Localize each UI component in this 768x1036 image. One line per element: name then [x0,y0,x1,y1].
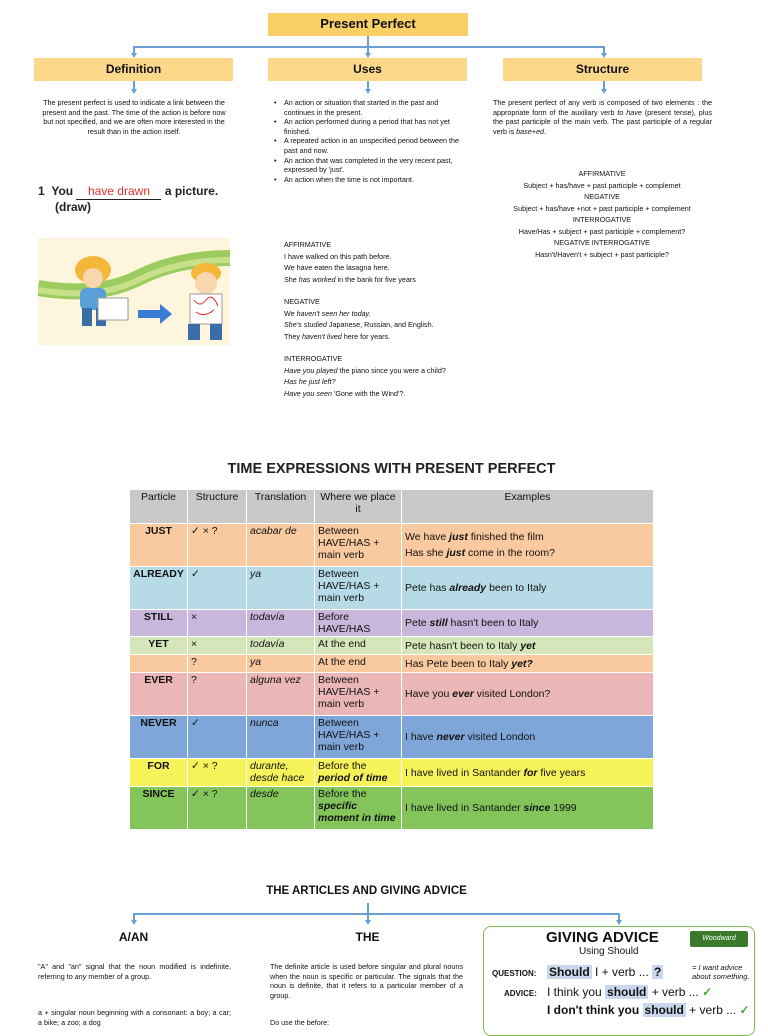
example-line [405,547,650,559]
example-line: Has he just left? [284,377,336,386]
advice-title: GIVING ADVICE [546,929,659,946]
text: ? [191,674,197,686]
text: base+ed [516,126,544,136]
example-line [284,388,474,400]
translation-cell [247,655,315,673]
woodward-logo: Woodward [690,931,748,947]
translation-cell [247,567,315,610]
text: NEVER [140,717,177,729]
example-line [284,308,474,320]
question-formula [547,965,663,979]
text: Pete [405,617,430,629]
text: We have [405,531,450,543]
text: "A" and "an" signal that the noun modified is indefinite, referring to [38,962,231,981]
text: todavía [250,638,285,650]
text: YET [148,638,169,650]
text: I have lived in Santander [405,802,524,814]
affirmative-label: AFFIRMATIVE [578,169,626,178]
column-header: Where we place it [315,490,402,524]
text: + verb ... [685,1003,737,1017]
translation-cell [247,610,315,637]
text: The present perfect of any verb is composed of two elements : the appropriate form of the auxiliary verb [493,98,712,117]
example-line: We have eaten the lasagna here. [284,263,390,272]
table-row [130,637,654,655]
exercise-verb: (draw) [55,200,91,214]
particle-cell [130,637,188,655]
example-line [284,331,474,343]
example-line [405,688,650,700]
text: finished the film [467,531,544,543]
text: Has she [405,547,447,559]
connector [367,913,369,920]
place-cell [315,673,402,716]
connector [367,903,369,913]
text: Pete hasn't been to Italy [405,639,521,652]
should-highlight: Should [549,965,590,979]
text: ya [250,568,262,580]
connector [367,36,369,46]
text: five years [537,766,586,779]
text: Between HAVE/HAS + main verb [318,525,380,561]
text: haven't seen her today. [296,308,371,318]
text: member of a group. [86,971,152,981]
text: desde [250,788,279,800]
example-cell [402,787,654,830]
example-cell [402,716,654,759]
table-row [130,673,654,716]
text: Japanese, Russian, and English. [326,320,434,329]
the-text-2: Do use the before: [270,1018,330,1027]
translation-cell [247,673,315,716]
text: the piano since you were a child? [337,365,446,375]
text: visited London? [473,688,551,700]
connector [133,913,135,920]
list-item: • An action or situation that started in the past and continues in the present. [274,98,466,117]
translation-cell [247,716,315,759]
text: × [191,638,198,650]
connector [133,913,619,915]
text: todavía [250,611,285,623]
text: I have [405,731,437,743]
example-cell [402,610,654,637]
particle-cell [130,524,188,567]
text: specific moment in time [318,800,396,824]
text: never [436,731,465,743]
place-cell [315,716,402,759]
interrogative-label: INTERROGATIVE [284,354,343,363]
text: ? [191,656,197,668]
table-row [130,524,654,567]
connector [133,81,135,89]
negative-formula: Subject + has/have +not + past participle + complement [513,203,691,213]
text: SINCE [142,788,175,800]
question-mark: ? [654,965,662,979]
affirmative-formula: Subject + has/have + past participle + complemet [523,180,681,190]
text: JUST [145,525,172,537]
arrow-icon [616,920,622,925]
text: We [284,308,297,318]
arrow-icon [131,920,137,925]
particle-cell [130,567,188,610]
structure-cell [188,637,247,655]
structure-cell [188,787,247,830]
example-line [405,531,650,543]
structure-cell [188,655,247,673]
column-header: Examples [402,490,654,524]
particle-cell [130,673,188,716]
text: just [449,531,468,543]
connector [603,81,605,89]
translation-cell [247,524,315,567]
arrow-icon [131,89,137,94]
exercise-number: 1 [38,184,45,198]
translation-cell [247,637,315,655]
uses-header: Uses [268,58,467,81]
place-cell [315,655,402,673]
example-line [405,767,650,779]
place-cell [315,787,402,830]
text: yet [520,639,536,652]
table-row [130,655,654,673]
arrow-icon [601,89,607,94]
text: alguna vez [250,674,301,686]
text: I + verb ... [591,965,653,979]
connector [603,46,605,53]
a-an-title: A/AN [118,930,149,944]
table-body [130,524,654,830]
text: FOR [147,760,170,772]
example-line [284,274,474,286]
text: ✓ × ? [191,760,218,772]
connector [133,46,604,48]
text: Before the [318,788,367,800]
example-cell [402,524,654,567]
text: (present tense), plus the past participle of the main verb. The past participle of a regular verb is [493,107,712,136]
text: ✓ [191,717,200,729]
example-line [405,658,650,670]
structure-cell [188,524,247,567]
text: durante, desde hace [250,760,305,784]
negative-label: NEGATIVE [584,192,620,201]
text: At the end [318,638,366,650]
example-line [405,582,650,594]
text: here for years. [341,331,391,341]
question-label: QUESTION: [492,969,537,978]
text: I think you [547,985,606,999]
text: She [284,274,299,284]
text: Before HAVE/HAS [318,611,371,635]
text: 1999 [550,802,577,814]
column-header: Translation [247,490,315,524]
text: Before the [318,760,367,772]
table-header-row [130,490,654,524]
text: At the end [318,656,366,668]
example-line [405,731,650,743]
a-an-text [38,962,231,981]
text: Pete has [405,582,450,594]
interrogative-formula: Have/Has + subject + past participle + complement? [518,226,686,236]
structure-text [493,98,712,136]
table-row [130,787,654,830]
text: Between HAVE/HAS + main verb [318,674,380,710]
arrow-icon [365,920,371,925]
place-cell [315,567,402,610]
table-row [130,716,654,759]
connector [367,81,369,89]
text: Between HAVE/HAS + main verb [318,717,380,753]
structure-header: Structure [503,58,702,81]
text: for [523,766,538,779]
translation-cell [247,787,315,830]
structure-cell [188,716,247,759]
page-title: Present Perfect [268,13,468,36]
example-cell [402,759,654,787]
text: has worked [298,274,336,284]
text: I have lived in Santander [405,766,524,779]
exercise [38,184,258,215]
example-line [284,365,474,377]
list-item: • An action that was completed in the very recent past, expressed by 'just'. [274,156,466,175]
text: + verb ... [648,985,699,999]
translation-cell [247,759,315,787]
text: ever [452,688,474,700]
affirmative-label: AFFIRMATIVE [284,240,331,249]
list-item: • A repeated action in an unspecified period between the past and now. [274,136,466,155]
exercise-answer: have drawn [76,184,161,200]
example-cell [402,655,654,673]
structure-cell [188,673,247,716]
example-line [284,319,474,331]
exercise-suffix: a picture. [164,184,219,198]
connector [367,46,369,53]
text: They [284,331,302,341]
particle-cell [130,610,188,637]
time-expressions-title: TIME EXPRESSIONS WITH PRESENT PERFECT [227,461,556,477]
list-item: • An action performed during a period that has not yet finished. [274,117,466,136]
question-note: = I want advice about something. [692,963,750,981]
exercise-prefix: You [51,184,74,198]
structure-cell [188,610,247,637]
list-item: • An action when the time is not important. [274,175,466,185]
structure-cell [188,567,247,610]
check-icon: ✓ [702,985,713,999]
text: still [429,617,448,629]
example-cell [402,673,654,716]
table-row [130,567,654,610]
connector [618,913,620,920]
example-line: I have walked on this path before. [284,251,392,261]
neg-int-label: NEGATIVE INTERROGATIVE [554,238,650,247]
advice-formula-2 [547,1003,750,1017]
column-header: Structure [188,490,247,524]
articles-title: THE ARTICLES AND GIVING ADVICE [266,885,467,897]
table-row [130,759,654,787]
text: Between HAVE/HAS + main verb [318,568,380,604]
text: × [191,611,198,623]
text: acabar de [250,525,297,537]
text: yet? [511,657,533,670]
advice-formula-1 [547,985,712,999]
text: Have you played [284,365,338,375]
check-icon: ✓ [739,1003,750,1017]
text: Have you [405,688,453,700]
text: already [449,582,487,594]
text: any [74,971,87,981]
text: . [543,126,546,136]
text: haven't lived [301,331,342,341]
text: visited London [464,731,536,743]
place-cell [315,524,402,567]
text: 'Gone with the Wind'?. [331,388,406,398]
text: I don't think you [547,1003,643,1017]
text: Have you seen [284,388,332,398]
text: to have [617,107,642,117]
text: been to Italy [486,582,547,594]
text: ya [250,656,262,668]
time-expressions-table [129,489,654,830]
arrow-icon [365,89,371,94]
uses-list [274,98,466,184]
text: since [523,802,551,814]
a-an-text-2: a + singular noun beginning with a consonant: a boy; a car; a bike; a zoo; a dog [38,1008,231,1027]
text: period of time [318,772,388,784]
advice-subtitle: Using Should [579,946,639,957]
example-line [405,617,650,629]
definition-header: Definition [34,58,233,81]
particle-cell [130,655,188,673]
text: STILL [143,611,174,623]
place-cell [315,610,402,637]
example-line [405,802,650,814]
text: in the bank for five years [335,274,416,284]
text: just [446,547,466,559]
advice-label: ADVICE: [504,989,537,998]
the-text: The definite article is used before singular and plural nouns when the noun is specific or particular. The signals that the noun is definite, that it refers to a particular member of a group. [270,962,463,1000]
table-row [130,610,654,637]
text: ✓ [191,568,200,580]
example-cell [402,567,654,610]
particle-cell [130,787,188,830]
the-title: THE [355,930,380,944]
structure-cell [188,759,247,787]
text: nunca [250,717,279,729]
neg-int-formula: Hasn't/Haven't + subject + past participle? [535,249,669,259]
giving-advice-card [483,926,755,1036]
should-highlight: should [644,1003,684,1017]
column-header: Particle [130,490,188,524]
text: ✓ × ? [191,525,218,537]
particle-cell [130,759,188,787]
interrogative-label: INTERROGATIVE [572,215,632,224]
example-cell [402,637,654,655]
should-highlight: should [607,985,647,999]
text: ALREADY [133,568,184,580]
text: She's studied [284,320,327,329]
place-cell [315,637,402,655]
text: EVER [144,674,173,686]
negative-label: NEGATIVE [284,297,320,306]
children-drawing-illustration [38,238,230,345]
text: ✓ × ? [191,788,218,800]
structure-forms [488,168,716,260]
place-cell [315,759,402,787]
uses-examples [284,239,474,399]
definition-text: The present perfect is used to indicate a link between the present and the past. The time of the action is before now but not specified, and we are often more interested in the result than in the action itself. [42,98,226,136]
connector [133,46,135,53]
text: Has Pete been to Italy [405,657,512,670]
example-line [405,640,650,652]
particle-cell [130,716,188,759]
text: come in the room? [465,547,555,559]
text: hasn't been to Italy [447,617,539,629]
